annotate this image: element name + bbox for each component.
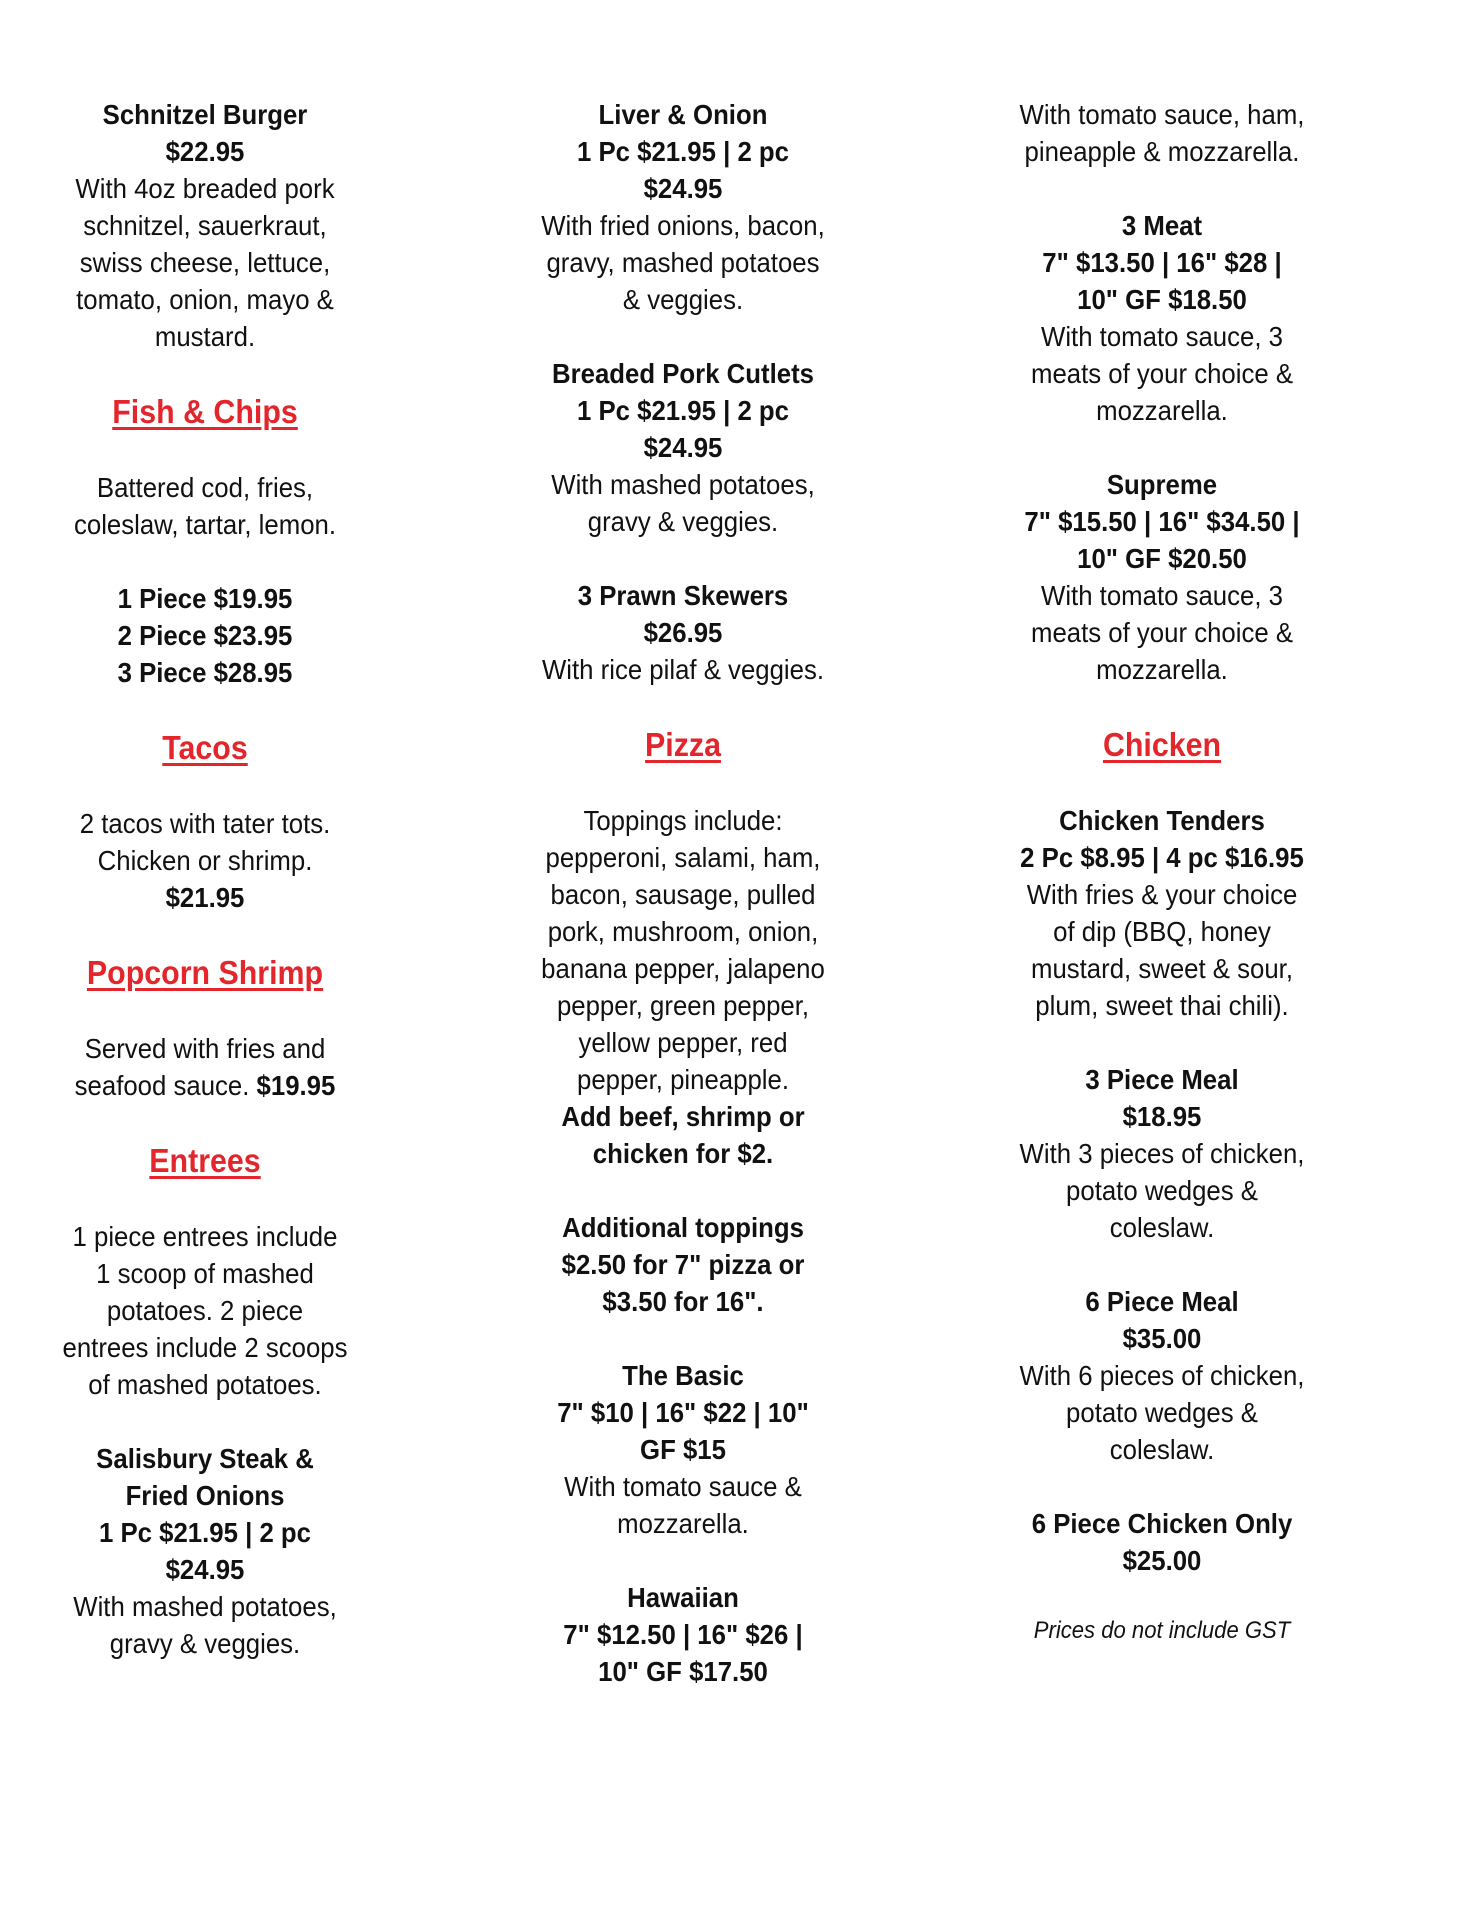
entrees-description (62, 1218, 347, 1403)
item-price: $22.95 (165, 136, 245, 167)
item-name: 6 Piece Meal (1085, 1286, 1239, 1317)
item-description: Battered cod, fries, coleslaw, tartar, lemon. (73, 472, 337, 540)
item-price: $18.95 (1122, 1101, 1202, 1132)
item-name: Breaded Pork Cutlets (552, 358, 814, 389)
item-name: 6 Piece Chicken Only (1031, 1508, 1293, 1539)
item-description: 2 tacos with tater tots. Chicken or shrimp. (79, 808, 331, 876)
additional-toppings-price: Additional toppings $2.50 for 7" pizza or $3.50 for 16". (561, 1212, 805, 1317)
item-description: With 3 pieces of chicken, potato wedges & coleslaw. (1019, 1138, 1305, 1243)
item-description: With 4oz breaded pork schnitzel, sauerkraut, swiss cheese, lettuce, tomato, onion, mayo & mustard. (75, 173, 335, 352)
item-name: 3 Piece Meal (1085, 1064, 1239, 1095)
item-description: With 6 pieces of chicken, potato wedges & coleslaw. (1019, 1360, 1305, 1465)
menu-item-liver-onion (540, 96, 825, 318)
menu-item-chicken-tenders (1019, 802, 1304, 1024)
item-price: 7" $12.50 | 16" $26 | 10" GF $17.50 (563, 1619, 803, 1687)
item-name: 3 Prawn Skewers (577, 580, 789, 611)
menu-item-schnitzel-burger (62, 96, 347, 355)
item-price: $19.95 (256, 1070, 336, 1101)
menu-item-prawn-skewers (540, 577, 825, 688)
menu-item-hawaiian (540, 1579, 825, 1690)
toppings-description: Toppings include: pepperoni, salami, ham, bacon, sausage, pulled pork, mushroom, onion, banana pepper, jalapeno pepper, green pepper, yellow pepper, red pepper, pineapple. (541, 805, 825, 1095)
item-price: 7" $13.50 | 16" $28 | 10" GF $18.50 (1042, 247, 1282, 315)
price-line: 2 Piece $23.95 (117, 620, 293, 651)
item-description: Served with fries and seafood sauce. (74, 1033, 326, 1101)
item-description: With tomato sauce, ham, pineapple & mozzarella. (1019, 99, 1305, 167)
item-name: Chicken Tenders (1059, 805, 1265, 836)
item-price: 7" $10 | 16" $22 | 10" GF $15 (557, 1397, 809, 1465)
menu-item-the-basic (540, 1357, 825, 1542)
section-title-chicken: Chicken (1102, 726, 1222, 763)
toppings-add-on: Add beef, shrimp or chicken for $2. (561, 1101, 805, 1169)
item-description: With tomato sauce, 3 meats of your choice & mozzarella. (1030, 580, 1294, 685)
fish-chips-prices (62, 580, 347, 691)
pizza-toppings (540, 802, 825, 1172)
item-description-line (62, 1030, 347, 1104)
section-title-tacos: Tacos (162, 729, 248, 766)
item-price: 1 Pc $21.95 | 2 pc $24.95 (576, 136, 790, 204)
item-price: $25.00 (1122, 1545, 1202, 1576)
item-description: With fries & your choice of dip (BBQ, honey mustard, sweet & sour, plum, sweet thai chili). (1026, 879, 1298, 1021)
item-description: With fried onions, bacon, gravy, mashed potatoes & veggies. (541, 210, 825, 315)
section-title-popcorn-shrimp: Popcorn Shrimp (86, 954, 324, 991)
item-description: With tomato sauce & mozzarella. (564, 1471, 802, 1539)
menu-item-breaded-pork-cutlets (540, 355, 825, 540)
item-name: Liver & Onion (598, 99, 768, 130)
item-price: 7" $15.50 | 16" $34.50 | 10" GF $20.50 (1024, 506, 1300, 574)
item-price: 1 Pc $21.95 | 2 pc $24.95 (576, 395, 790, 463)
item-price: 2 Pc $8.95 | 4 pc $16.95 (1020, 842, 1304, 873)
item-name: Hawaiian (627, 1582, 739, 1613)
section-title-pizza: Pizza (645, 726, 721, 763)
section-title-entrees: Entrees (149, 1142, 261, 1179)
menu-column-2 (540, 96, 825, 1727)
item-description: With mashed potatoes, gravy & veggies. (551, 469, 815, 537)
menu-item-supreme (1019, 466, 1304, 688)
hawaiian-description (1019, 96, 1304, 170)
price-line: 1 Piece $19.95 (117, 583, 293, 614)
item-price: $21.95 (165, 882, 245, 913)
menu-column-3 (1019, 96, 1304, 1646)
item-description: With rice pilaf & veggies. (541, 654, 825, 685)
section-title-fish-chips: Fish & Chips (112, 393, 298, 430)
menu-column-1 (62, 96, 347, 1699)
menu-item-salisbury-steak (62, 1440, 347, 1662)
item-name: Schnitzel Burger (102, 99, 308, 130)
menu-item-6-piece-chicken-only (1019, 1505, 1304, 1579)
gst-note: Prices do not include GST (1033, 1617, 1291, 1644)
menu-item-3-meat (1019, 207, 1304, 429)
item-description: With tomato sauce, 3 meats of your choice & mozzarella. (1030, 321, 1294, 426)
price-line: 3 Piece $28.95 (117, 657, 293, 688)
item-name: Salisbury Steak & Fried Onions (96, 1443, 314, 1511)
pizza-additional-toppings (540, 1209, 825, 1320)
menu-item-6-piece-meal (1019, 1283, 1304, 1468)
item-name: 3 Meat (1121, 210, 1203, 241)
item-price: 1 Pc $21.95 | 2 pc $24.95 (98, 1517, 312, 1585)
menu-item-popcorn-shrimp (62, 1030, 347, 1104)
item-description: 1 piece entrees include 1 scoop of mashed potatoes. 2 piece entrees include 2 scoops of mashed potatoes. (62, 1221, 348, 1400)
fish-chips-description (62, 469, 347, 543)
menu-item-3-piece-meal (1019, 1061, 1304, 1246)
item-price: $26.95 (643, 617, 723, 648)
menu-item-tacos (62, 805, 347, 916)
item-price: $35.00 (1122, 1323, 1202, 1354)
item-name: The Basic (622, 1360, 744, 1391)
item-description: With mashed potatoes, gravy & veggies. (73, 1591, 337, 1659)
item-name: Supreme (1106, 469, 1218, 500)
